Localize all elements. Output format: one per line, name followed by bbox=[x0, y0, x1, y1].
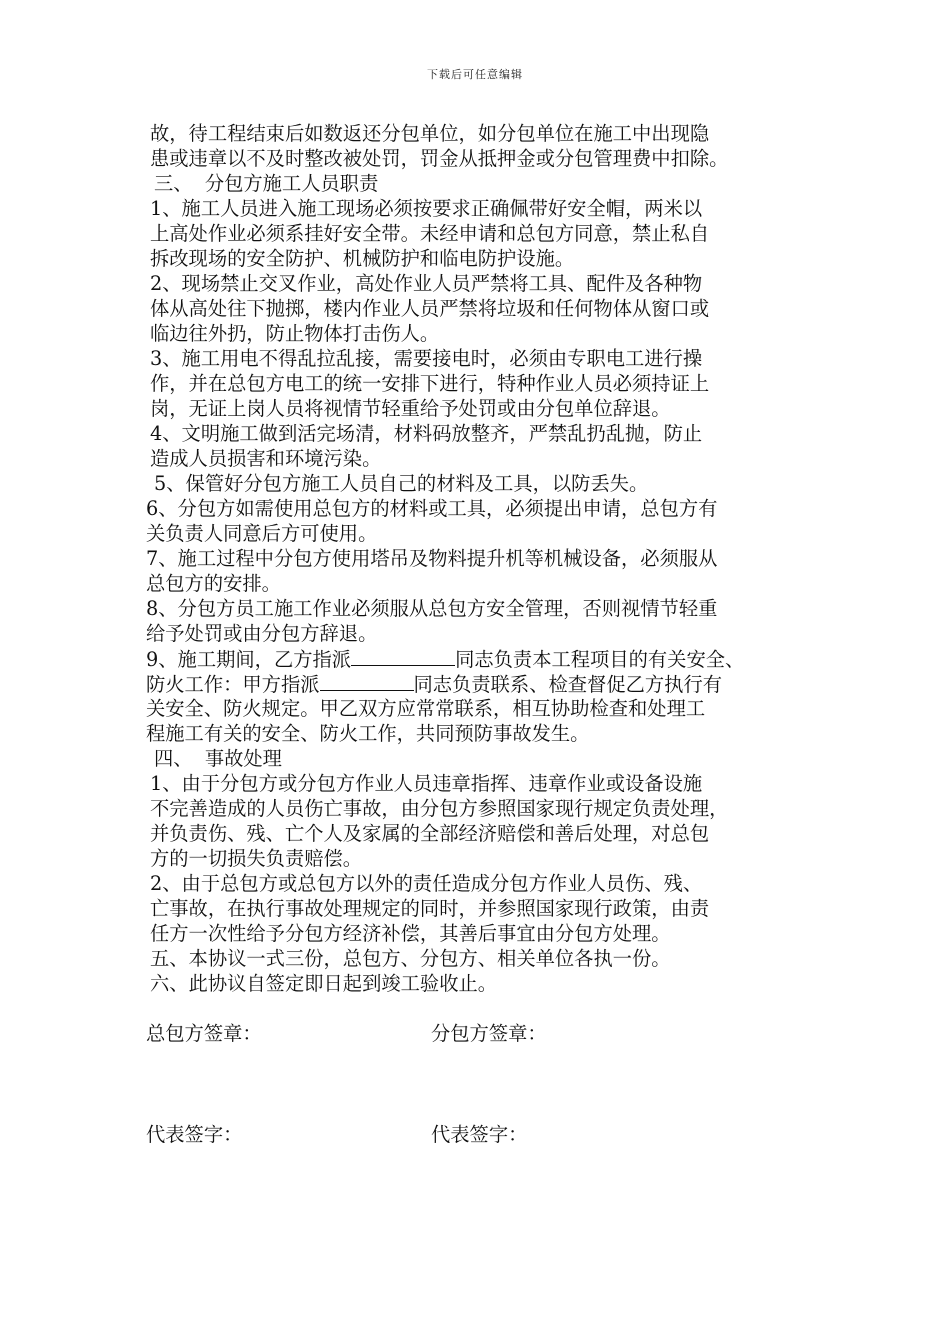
text-segment: 9、施工期间，乙方指派 bbox=[146, 648, 352, 671]
text-line: 作，并在总包方电工的统一安排下进行，特种作业人员必须持证上 bbox=[150, 372, 710, 395]
text-line: 8、分包方员工施工作业必须服从总包方安全管理，否则视情节轻重 bbox=[146, 597, 718, 620]
text-line: 1、由于分包方或分包方作业人员违章指挥、违章作业或设备设施 bbox=[150, 772, 703, 795]
text-line: 6、分包方如需使用总包方的材料或工具，必须提出申请，总包方有 bbox=[146, 497, 718, 520]
document-body bbox=[146, 121, 826, 996]
text-line: 1、施工人员进入施工现场必须按要求正确佩带好安全帽，两米以 bbox=[150, 197, 703, 220]
text-segment: 防火工作：甲方指派 bbox=[146, 673, 320, 696]
text-line: 7、施工过程中分包方使用塔吊及物料提升机等机械设备，必须服从 bbox=[146, 547, 718, 570]
subcontractor-seal-label: 分包方签章： bbox=[431, 1022, 547, 1045]
text-line: 不完善造成的人员伤亡事故，由分包方参照国家现行规定负责处理， bbox=[150, 797, 729, 820]
fill-in-blank[interactable] bbox=[320, 671, 414, 691]
text-line: 亡事故，在执行事故处理规定的同时，并参照国家现行政策，由责 bbox=[150, 897, 710, 920]
fill-in-blank[interactable] bbox=[351, 646, 455, 666]
header-note: 下载后可任意编辑 bbox=[427, 68, 523, 81]
section-heading: 三、 分包方施工人员职责 bbox=[154, 172, 379, 195]
text-segment: 同志负责联系、检查督促乙方执行有 bbox=[413, 673, 723, 696]
text-line: 造成人员损害和环境污染。 bbox=[150, 447, 382, 470]
general-contractor-seal-label: 总包方签章： bbox=[146, 1022, 262, 1045]
representative-signature-label: 代表签字： bbox=[146, 1123, 243, 1146]
text-line: 故，待工程结束后如数返还分包单位，如分包单位在施工中出现隐 bbox=[150, 122, 710, 145]
text-line: 患或违章以不及时整改被处罚，罚金从抵押金或分包管理费中扣除。 bbox=[150, 147, 729, 170]
text-line: 程施工有关的安全、防火工作，共同预防事故发生。 bbox=[146, 722, 590, 745]
text-line: 关负责人同意后方可使用。 bbox=[146, 522, 378, 545]
text-line: 五、本协议一式三份，总包方、分包方、相关单位各执一份。 bbox=[150, 947, 671, 970]
text-line: 体从高处往下抛掷，楼内作业人员严禁将垃圾和任何物体从窗口或 bbox=[150, 297, 710, 320]
text-line: 2、由于总包方或总包方以外的责任造成分包方作业人员伤、残、 bbox=[150, 872, 703, 895]
text-line: 总包方的安排。 bbox=[146, 572, 281, 595]
text-line: 任方一次性给予分包方经济补偿，其善后事宜由分包方处理。 bbox=[150, 922, 671, 945]
text-line: 给予处罚或由分包方辞退。 bbox=[146, 622, 378, 645]
text-line-with-blank bbox=[146, 646, 826, 671]
representative-signature-label: 代表签字： bbox=[431, 1123, 528, 1146]
text-line: 岗，无证上岗人员将视情节轻重给予处罚或由分包单位辞退。 bbox=[150, 397, 671, 420]
text-line: 并负责伤、残、亡个人及家属的全部经济赔偿和善后处理，对总包 bbox=[150, 822, 710, 845]
text-line: 上高处作业必须系挂好安全带。未经申请和总包方同意，禁止私自 bbox=[150, 222, 710, 245]
text-line: 六、此协议自签定即日起到竣工验收止。 bbox=[150, 972, 498, 995]
text-line: 2、现场禁止交叉作业，高处作业人员严禁将工具、配件及各种物 bbox=[150, 272, 703, 295]
text-line: 4、文明施工做到活完场清，材料码放整齐，严禁乱扔乱抛，防止 bbox=[150, 422, 703, 445]
section-heading: 四、 事故处理 bbox=[154, 747, 282, 770]
text-line: 临边往外扔，防止物体打击伤人。 bbox=[150, 322, 440, 345]
text-line: 3、施工用电不得乱拉乱接，需要接电时，必须由专职电工进行操 bbox=[150, 347, 703, 370]
text-line: 拆改现场的安全防护、机械防护和临电防护设施。 bbox=[150, 247, 575, 270]
text-line: 5、保管好分包方施工人员自己的材料及工具，以防丢失。 bbox=[154, 472, 649, 495]
text-line: 方的一切损失负责赔偿。 bbox=[150, 847, 363, 870]
text-line: 关安全、防火规定。甲乙双方应常常联系，相互协助检查和处理工 bbox=[146, 697, 706, 720]
text-segment: 同志负责本工程项目的有关安全、 bbox=[455, 648, 745, 671]
text-line-with-blank bbox=[146, 671, 826, 696]
